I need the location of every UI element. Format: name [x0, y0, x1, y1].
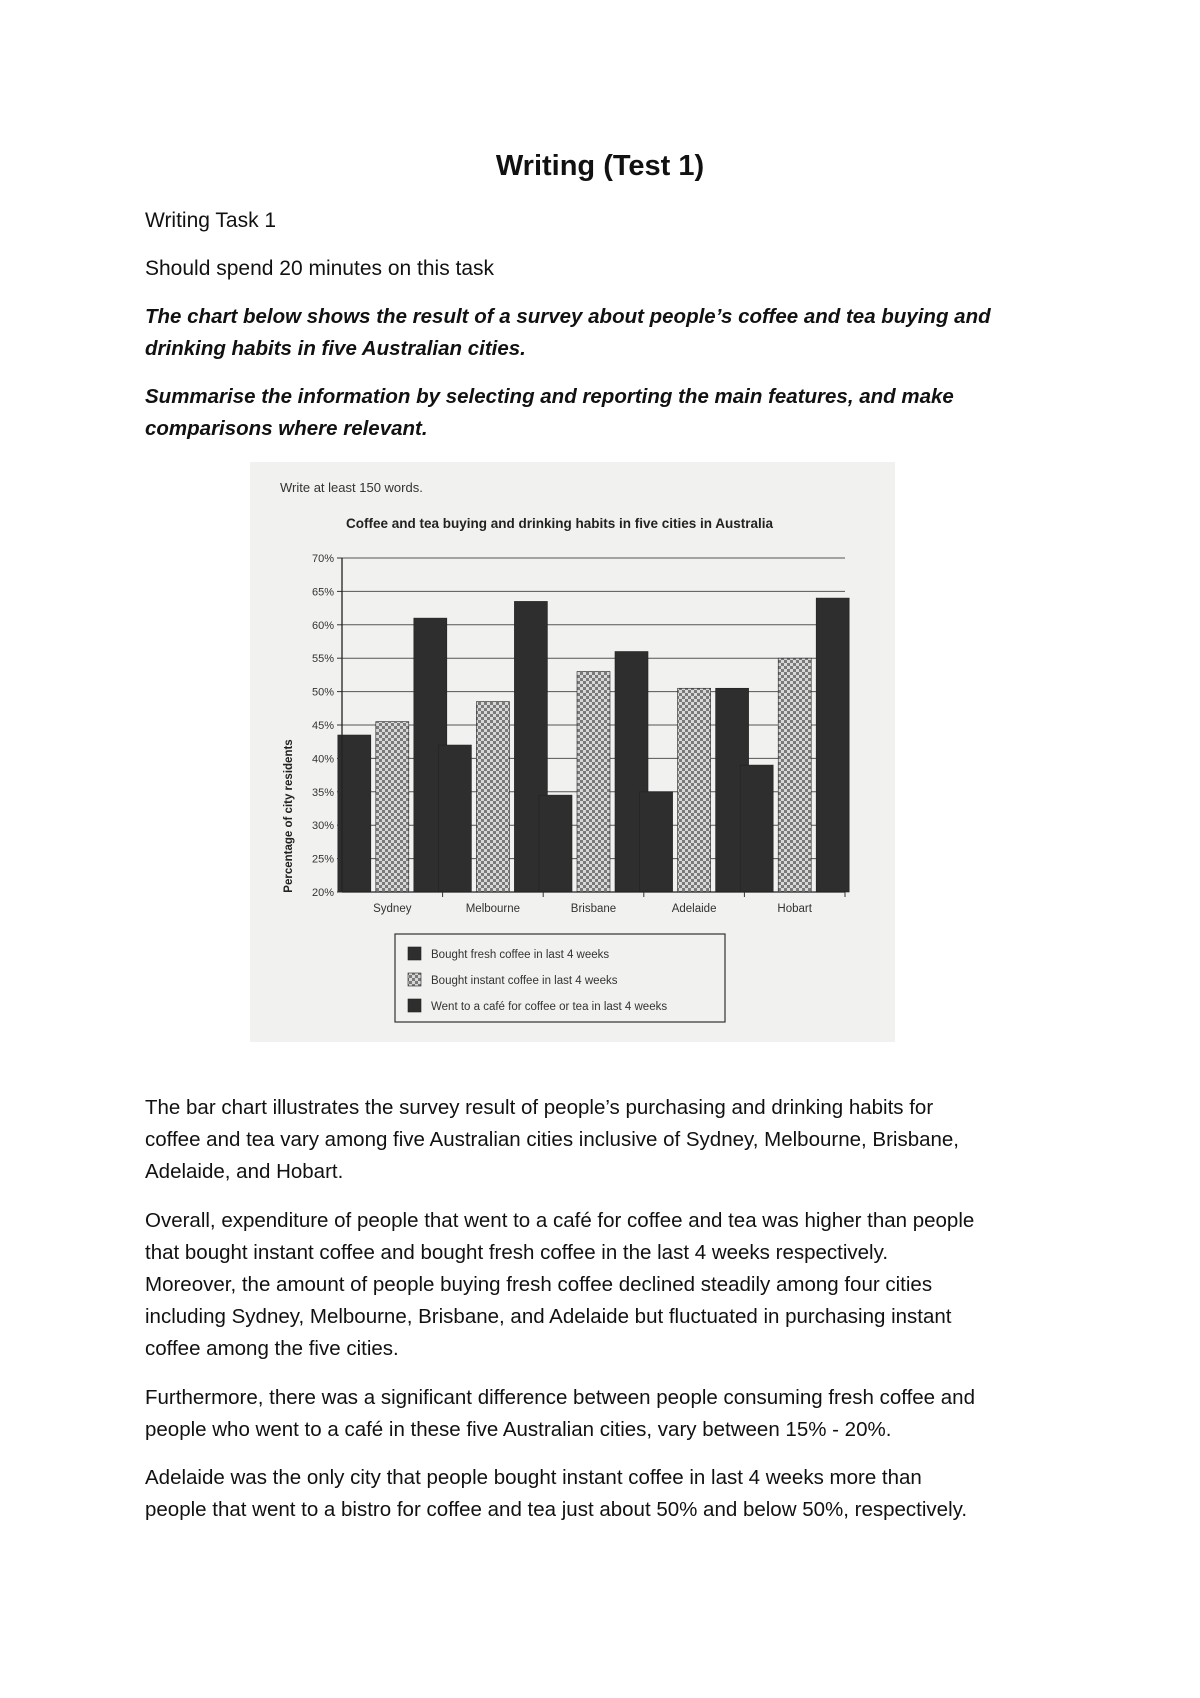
bar-sydney-series-1 [338, 735, 371, 892]
prompt-description-line: The chart below shows the result of a survey about people’s coffee and tea buying and [145, 305, 991, 328]
answer-line: people who went to a café in these five Australian cities, vary between 15% - 20%. [145, 1418, 892, 1441]
answer-line: Adelaide was the only city that people bought instant coffee in last 4 weeks more than [145, 1466, 922, 1489]
answer-line: Adelaide, and Hobart. [145, 1160, 344, 1183]
chart-title: Coffee and tea buying and drinking habits in five cities in Australia [346, 516, 774, 531]
chart-image [250, 462, 895, 1042]
time-instruction: Should spend 20 minutes on this task [145, 257, 495, 280]
answer-line: people that went to a bistro for coffee and tea just about 50% and below 50%, respectively. [145, 1498, 968, 1521]
answer-line: Furthermore, there was a significant difference between people consuming fresh coffee and [145, 1386, 975, 1409]
answer-line: Moreover, the amount of people buying fresh coffee declined steadily among four cities [145, 1273, 933, 1296]
legend-swatch [408, 973, 421, 986]
bar-hobart-series-2 [778, 658, 811, 892]
bar-chart [250, 462, 895, 1042]
y-tick-label: 60% [311, 619, 334, 632]
bar-hobart-series-3 [816, 598, 849, 892]
prompt-instruction-line: Summarise the information by selecting and reporting the main features, and make [145, 385, 954, 408]
answer-line: including Sydney, Melbourne, Brisbane, and Adelaide but fluctuated in purchasing instant [145, 1305, 952, 1328]
y-tick-label: 25% [311, 853, 334, 866]
bar-adelaide-series-2 [678, 688, 711, 892]
bar-melbourne-series-2 [476, 702, 509, 892]
legend-label: Bought fresh coffee in last 4 weeks [431, 949, 610, 961]
y-tick-label: 40% [311, 753, 334, 766]
y-tick-label: 45% [311, 720, 334, 732]
bar-sydney-series-2 [376, 722, 409, 892]
task-label: Writing Task 1 [145, 209, 277, 232]
y-tick-label: 55% [311, 653, 334, 666]
bar-brisbane-series-2 [577, 672, 610, 892]
answer-line: Overall, expenditure of people that went to a café for coffee and tea was higher than people [145, 1209, 975, 1232]
y-tick-label: 65% [311, 586, 334, 599]
x-tick-label: Adelaide [671, 903, 717, 915]
y-tick-label: 20% [311, 887, 334, 899]
page-title: Writing (Test 1) [495, 150, 705, 182]
bar-brisbane-series-1 [539, 795, 572, 892]
y-tick-label: 30% [311, 820, 334, 833]
legend-label: Bought instant coffee in last 4 weeks [431, 975, 618, 987]
prompt-description-line: drinking habits in five Australian cities. [145, 337, 526, 360]
answer-line: coffee and tea vary among five Australian cities inclusive of Sydney, Melbourne, Brisbane, [145, 1128, 959, 1151]
x-tick-label: Sydney [373, 903, 412, 915]
x-tick-label: Brisbane [570, 903, 617, 915]
y-tick-label: 70% [311, 553, 334, 565]
bar-hobart-series-1 [740, 765, 773, 892]
word-limit-note: Write at least 150 words. [280, 480, 423, 495]
y-tick-label: 50% [311, 686, 334, 699]
legend-label: Went to a café for coffee or tea in last 4 weeks [431, 1001, 668, 1013]
answer-line: The bar chart illustrates the survey result of people’s purchasing and drinking habits for [145, 1096, 934, 1119]
bar-adelaide-series-1 [640, 792, 673, 892]
prompt-instruction-line: comparisons where relevant. [145, 417, 428, 440]
bar-melbourne-series-1 [438, 745, 471, 892]
legend-swatch [408, 947, 421, 960]
answer-line: coffee among the five cities. [145, 1337, 399, 1360]
answer-line: that bought instant coffee and bought fresh coffee in the last 4 weeks respectively. [145, 1241, 889, 1264]
y-tick-label: 35% [311, 786, 334, 799]
y-axis-label: Percentage of city residents [283, 739, 295, 893]
legend-swatch [408, 999, 421, 1012]
x-tick-label: Melbourne [465, 903, 521, 915]
x-tick-label: Hobart [777, 903, 812, 915]
